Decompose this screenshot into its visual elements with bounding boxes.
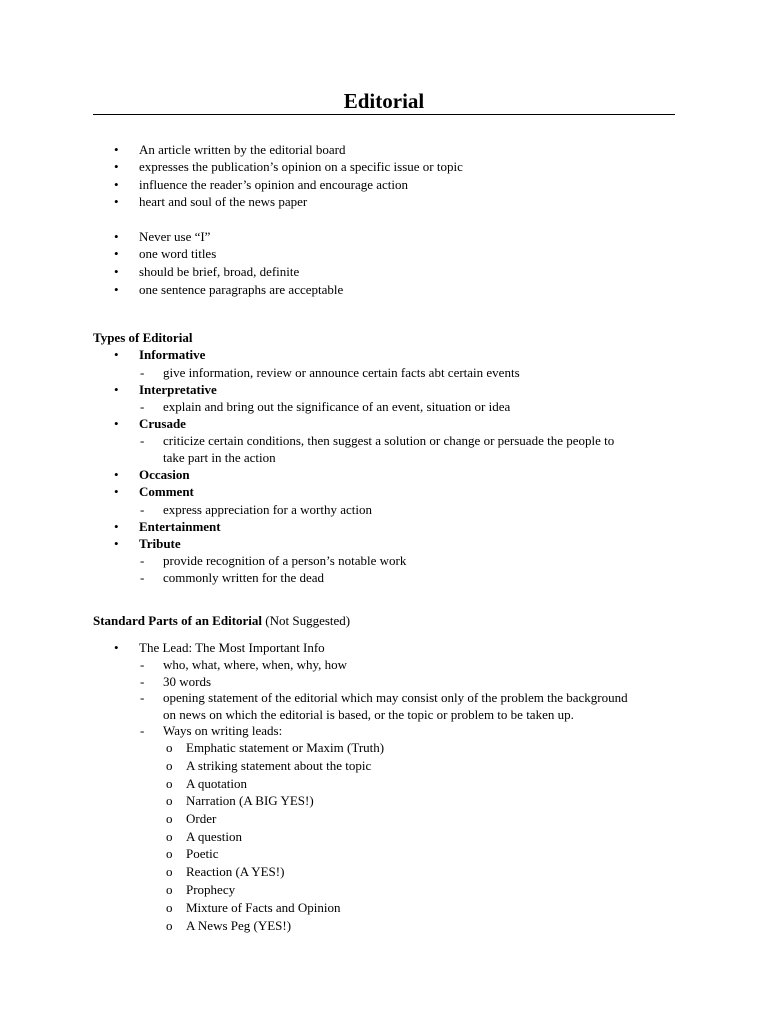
bullet-marker: •: [114, 484, 119, 499]
type-occasion: Occasion: [139, 467, 190, 482]
dash-marker: -: [140, 674, 145, 689]
bullet-marker: •: [114, 194, 119, 209]
bullet-marker: •: [114, 177, 119, 192]
lead-sub-1: who, what, where, when, why, how: [163, 657, 348, 672]
type-tribute-desc-2: commonly written for the dead: [163, 570, 325, 585]
type-entertainment: Entertainment: [139, 519, 221, 534]
bullet-marker: •: [114, 264, 119, 279]
lead-title: The Lead: The Most Important Info: [139, 640, 325, 655]
parts-heading-note: (Not Suggested): [262, 613, 351, 628]
lead-sub-4: Ways on writing leads:: [163, 723, 283, 738]
type-comment-desc: express appreciation for a worthy action: [163, 502, 373, 517]
bullet-marker: •: [114, 347, 119, 362]
intro-bullet-1: An article written by the editorial board: [139, 142, 346, 157]
way-10: Mixture of Facts and Opinion: [186, 900, 341, 915]
dash-marker: -: [140, 502, 145, 517]
circle-marker: o: [166, 776, 173, 791]
dash-marker: -: [140, 399, 145, 414]
bullet-marker: •: [114, 142, 119, 157]
dash-marker: -: [140, 690, 145, 705]
way-3: A quotation: [186, 776, 248, 791]
way-7: Poetic: [186, 846, 219, 861]
type-informative: Informative: [139, 347, 206, 362]
type-crusade: Crusade: [139, 416, 186, 431]
circle-marker: o: [166, 900, 173, 915]
page-title: Editorial: [343, 89, 425, 113]
circle-marker: o: [166, 811, 173, 826]
bullet-marker: •: [114, 246, 119, 261]
bullet-marker: •: [114, 519, 119, 534]
bullet-marker: •: [114, 467, 119, 482]
dash-marker: -: [140, 553, 145, 568]
way-1: Emphatic statement or Maxim (Truth): [186, 740, 385, 755]
parts-heading-bold: Standard Parts of an Editorial: [93, 613, 263, 628]
title-rule: [93, 114, 675, 115]
circle-marker: o: [166, 829, 173, 844]
lead-sub-3-cont: on news on which the editorial is based, or the topic or problem to be taken up.: [163, 707, 574, 722]
lead-sub-3: opening statement of the editorial which may consist only of the problem the background: [163, 690, 628, 705]
type-interpretative-desc: explain and bring out the significance of an event, situation or idea: [163, 399, 511, 414]
style-bullet-4: one sentence paragraphs are acceptable: [139, 282, 344, 297]
type-interpretative: Interpretative: [139, 382, 217, 397]
bullet-marker: •: [114, 416, 119, 431]
dash-marker: -: [140, 657, 145, 672]
circle-marker: o: [166, 918, 173, 933]
dash-marker: -: [140, 433, 145, 448]
lead-sub-2: 30 words: [163, 674, 212, 689]
circle-marker: o: [166, 846, 173, 861]
bullet-marker: •: [114, 536, 119, 551]
dash-marker: -: [140, 365, 145, 380]
way-4: Narration (A BIG YES!): [186, 793, 314, 808]
type-tribute: Tribute: [139, 536, 181, 551]
parts-heading: [93, 612, 350, 629]
circle-marker: o: [166, 793, 173, 808]
intro-bullet-4: heart and soul of the news paper: [139, 194, 308, 209]
intro-bullet-3: influence the reader’s opinion and encourage action: [139, 177, 409, 192]
dash-marker: -: [140, 570, 145, 585]
style-bullet-2: one word titles: [139, 246, 217, 261]
way-11: A News Peg (YES!): [186, 918, 292, 933]
type-crusade-desc-2: take part in the action: [163, 450, 276, 465]
circle-marker: o: [166, 864, 173, 879]
style-bullet-1: Never use “I”: [139, 229, 211, 244]
intro-bullet-2: expresses the publication’s opinion on a specific issue or topic: [139, 159, 463, 174]
style-bullet-3: should be brief, broad, definite: [139, 264, 300, 279]
type-comment: Comment: [139, 484, 194, 499]
way-9: Prophecy: [186, 882, 236, 897]
dash-marker: -: [140, 723, 145, 738]
bullet-marker: •: [114, 640, 119, 655]
way-5: Order: [186, 811, 217, 826]
types-heading: Types of Editorial: [93, 330, 193, 345]
bullet-marker: •: [114, 382, 119, 397]
circle-marker: o: [166, 740, 173, 755]
type-tribute-desc-1: provide recognition of a person’s notable work: [163, 553, 407, 568]
bullet-marker: •: [114, 159, 119, 174]
way-2: A striking statement about the topic: [186, 758, 372, 773]
bullet-marker: •: [114, 229, 119, 244]
circle-marker: o: [166, 882, 173, 897]
type-informative-desc: give information, review or announce certain facts abt certain events: [163, 365, 520, 380]
bullet-marker: •: [114, 282, 119, 297]
circle-marker: o: [166, 758, 173, 773]
way-6: A question: [186, 829, 242, 844]
type-crusade-desc-1: criticize certain conditions, then suggest a solution or change or persuade the people to: [163, 433, 615, 448]
way-8: Reaction (A YES!): [186, 864, 285, 879]
